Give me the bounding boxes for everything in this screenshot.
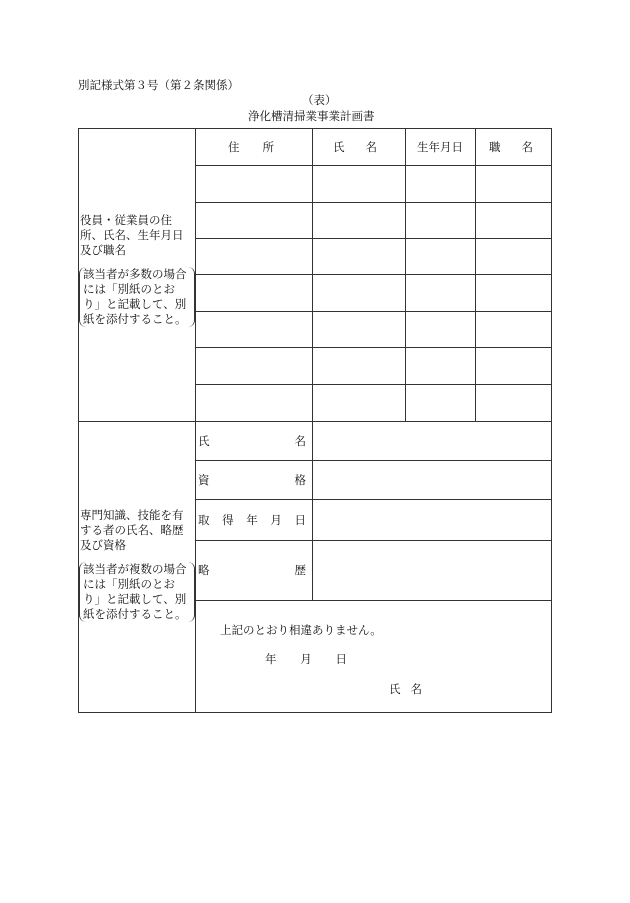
document-title: 浄化槽清掃業事業計画書: [248, 109, 375, 123]
declaration-signature: 氏 名: [389, 682, 422, 696]
row-label-qualification: 資 格: [198, 473, 306, 487]
side-label: （表）: [302, 93, 337, 107]
header-position: 職 名: [489, 140, 533, 154]
header-birthdate: 生年月日: [417, 140, 463, 154]
row-label-history: 略 歴: [198, 563, 306, 577]
section2-note: 該当者が複数の場合には「別紙のとおり」と記載して、別紙を添付すること。: [79, 562, 195, 622]
row-label-acquired-date: 取 得 年 月 日: [198, 513, 306, 527]
header-address: 住 所: [228, 140, 274, 154]
declaration-statement: 上記のとおり相違ありません。: [220, 623, 382, 637]
header-name: 氏 名: [333, 140, 377, 154]
row-label-name: 氏 名: [198, 434, 306, 448]
section2-label: 専門知識、技能を有する者の氏名、略歴及び資格: [80, 508, 184, 552]
section1-note: 該当者が多数の場合には「別紙のとおり」と記載して、別紙を添付すること。: [79, 267, 195, 327]
section1-label: 役員・従業員の住所、氏名、生年月日及び職名: [80, 213, 184, 257]
form-number: 別記様式第３号（第２条関係）: [78, 78, 239, 92]
declaration-date: 年 月 日: [265, 652, 347, 666]
